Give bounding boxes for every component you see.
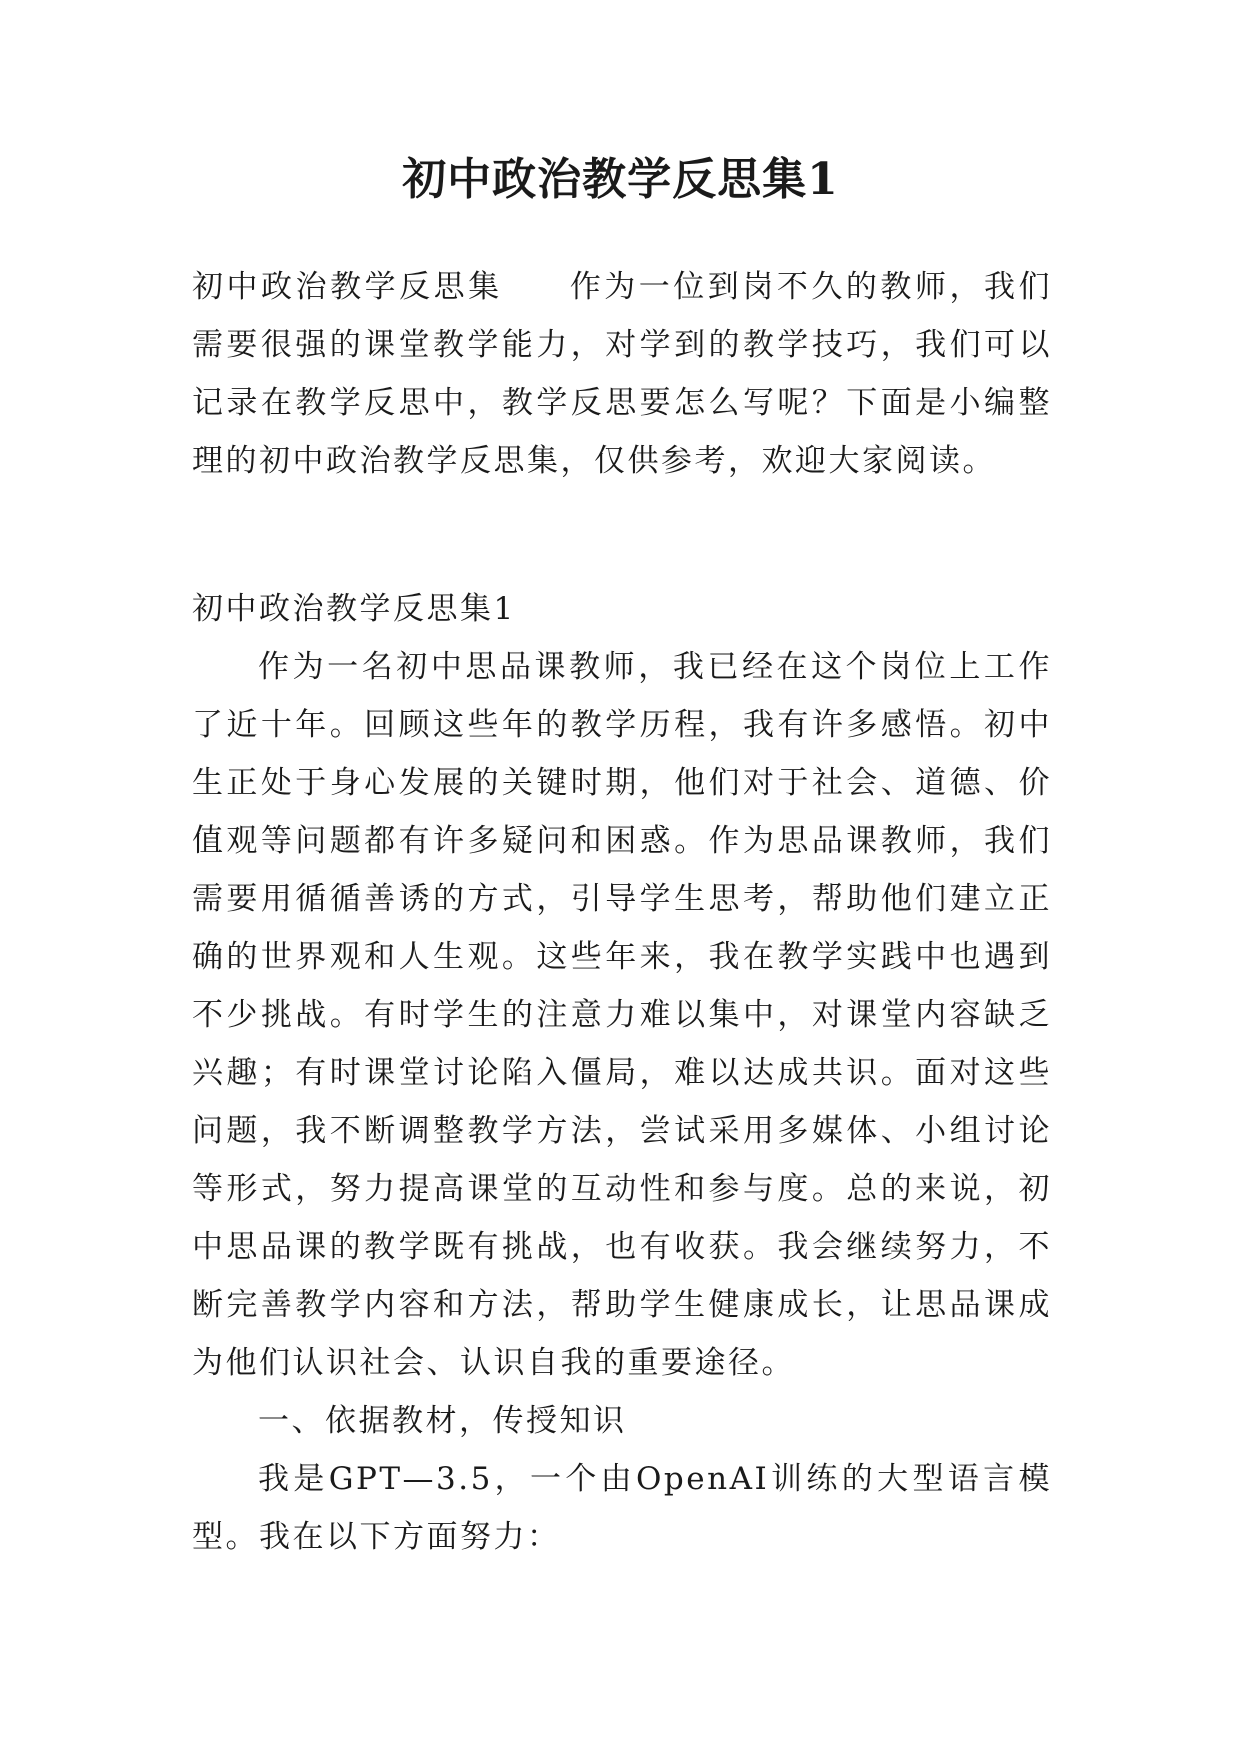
sub-heading: 一、依据教材，传授知识 [258, 1403, 627, 1439]
intro-paragraph [192, 258, 1052, 490]
intro-body: 作为一位到岗不久的教师，我们需要很强的课堂教学能力，对学到的教学技巧，我们可以记录在教学反思中，教学反思要怎么写呢？下面是小编整理的初中政治教学反思集，仅供参考，欢迎大家阅读。 [192, 269, 1053, 479]
section-heading: 初中政治教学反思集1 [192, 591, 516, 627]
intro-lead: 初中政治教学反思集 [192, 269, 503, 305]
document-title: 初中政治教学反思集1 [402, 154, 839, 205]
paragraph-2: 我是GPT—3.5，一个由OpenAI训练的大型语言模型。我在以下方面努力： [192, 1461, 1052, 1555]
paragraph-1: 作为一名初中思品课教师，我已经在这个岗位上工作了近十年。回顾这些年的教学历程，我有许多感悟。初中生正处于身心发展的关键时期，他们对于社会、道德、价值观等问题都有许多疑问和困惑。作为思品课教师，我们需要用循循善诱的方式，引导学生思考，帮助他们建立正确的世界观和人生观。这些年来，我在教学实践中也遇到不少挑战。有时学生的注意力难以集中，对课堂内容缺乏兴趣；有时课堂讨论陷入僵局，难以达成共识。面对这些问题，我不断调整教学方法，尝试采用多媒体、小组讨论等形式，努力提高课堂的互动性和参与度。总的来说，初中思品课的教学既有挑战，也有收获。我会继续努力，不断完善教学内容和方法，帮助学生健康成长，让思品课成为他们认识社会、认识自我的重要途径。 [192, 649, 1052, 1381]
